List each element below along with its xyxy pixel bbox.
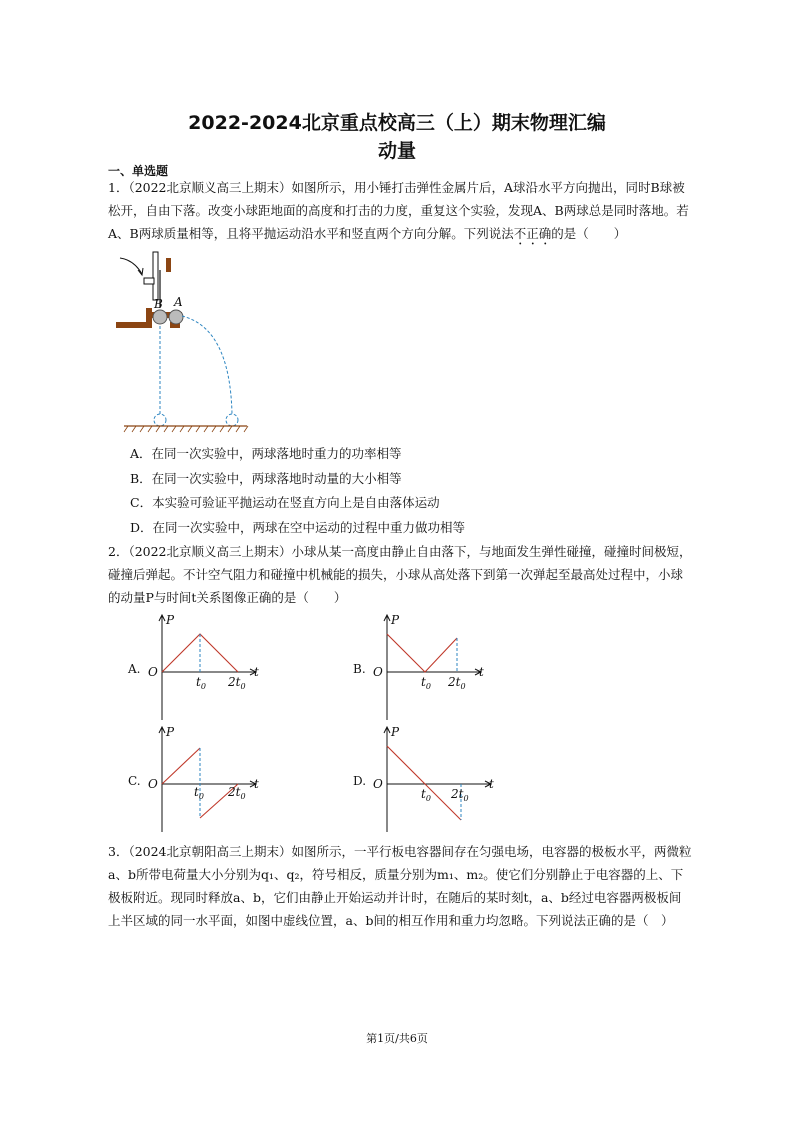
q1-option-b[interactable]: B．在同一次实验中，两球落地时动量的大小相等	[130, 470, 402, 486]
2t0-label: $2t_0$	[228, 785, 246, 801]
2t0-label: $2t_0$	[451, 787, 469, 803]
2t0-label: $2t_0$	[448, 675, 466, 691]
page-footer: 第1页/共6页	[366, 1032, 428, 1045]
t0-label: $t_0$	[421, 675, 431, 691]
option-a-label: A.	[128, 662, 141, 676]
p-axis-label: P	[166, 613, 175, 627]
q1-option-d[interactable]: D．在同一次实验中，两球在空中运动的过程中重力做功相等	[130, 519, 466, 535]
t-axis-label: t	[254, 665, 259, 679]
q2-graph-c[interactable]	[128, 724, 268, 834]
t0-label: $t_0$	[196, 675, 206, 691]
option-c-label: C.	[128, 774, 141, 788]
p-axis-label: P	[391, 613, 400, 627]
section-heading: 一、单选题	[108, 164, 169, 178]
p-axis-label: P	[166, 725, 175, 739]
q2-graph-d[interactable]	[353, 724, 493, 834]
q2-graph-a[interactable]	[128, 612, 268, 722]
t-axis-label: t	[254, 777, 259, 791]
q1-apparatus-figure	[112, 248, 252, 438]
ball-b-label: B	[154, 297, 163, 311]
p-axis-label: P	[391, 725, 400, 739]
q1-option-c[interactable]: C．本实验可验证平抛运动在竖直方向上是自由落体运动	[130, 495, 440, 510]
t-axis-label: t	[489, 777, 494, 791]
question-1-options	[130, 442, 465, 540]
t-axis-label: t	[479, 665, 484, 679]
q2-graph-b[interactable]	[353, 612, 493, 722]
origin-label: O	[373, 665, 383, 679]
2t0-label: $2t_0$	[228, 675, 246, 691]
t0-label: $t_0$	[421, 787, 431, 803]
option-b-label: B.	[353, 662, 366, 676]
origin-label: O	[148, 777, 158, 791]
question-3-text: 3．（2024北京朝阳高三上期末）如图所示，一平行板电容器间存在匀强电场，电容器的极板水平，两微粒a、b所带电荷量大小分别为q₁、q₂，符号相反，质量分别为m₁、m₂。使它们分别静止于电容器的上、下极板附近。现同时释放a、b，它们由静止开始运动并计时，在随后的某时刻t，a、b经过电容器两极板间上半区域的同一水平面，如图中虚线位置，a、b间的相互作用和重力均忽略。下列说法正确的是（ ）	[108, 844, 692, 928]
q1-option-a[interactable]: A．在同一次实验中，两球落地时重力的功率相等	[130, 446, 402, 461]
question-1-text: 1．（2022北京顺义高三上期末）如图所示，用小锤打击弹性金属片后，A球沿水平方向抛出，同时B球被松开，自由下落。改变小球距地面的高度和打击的力度，重复这个实验，发现A、B两球总是同时落地。若A、B两球质量相等，且将平抛运动沿水平和竖直两个方向分解。下列说法不正确的是（ ）	[108, 180, 689, 241]
option-d-label: D.	[353, 774, 367, 788]
document-subtitle: 动量	[377, 140, 416, 162]
document-title: 2022-2024北京重点校高三（上）期末物理汇编	[188, 112, 606, 134]
origin-label: O	[373, 777, 383, 791]
ball-a-label: A	[174, 295, 183, 309]
question-2-text: 2．（2022北京顺义高三上期末）小球从某一高度由静止自由落下，与地面发生弹性碰撞，碰撞时间极短，碰撞后弹起。不计空气阻力和碰撞中机械能的损失，小球从高处落下到第一次弹起至最高处过程中，小球的动量P与时间t关系图像正确的是（ ）	[108, 544, 692, 605]
t0-label: $t_0$	[194, 785, 204, 801]
origin-label: O	[148, 665, 158, 679]
